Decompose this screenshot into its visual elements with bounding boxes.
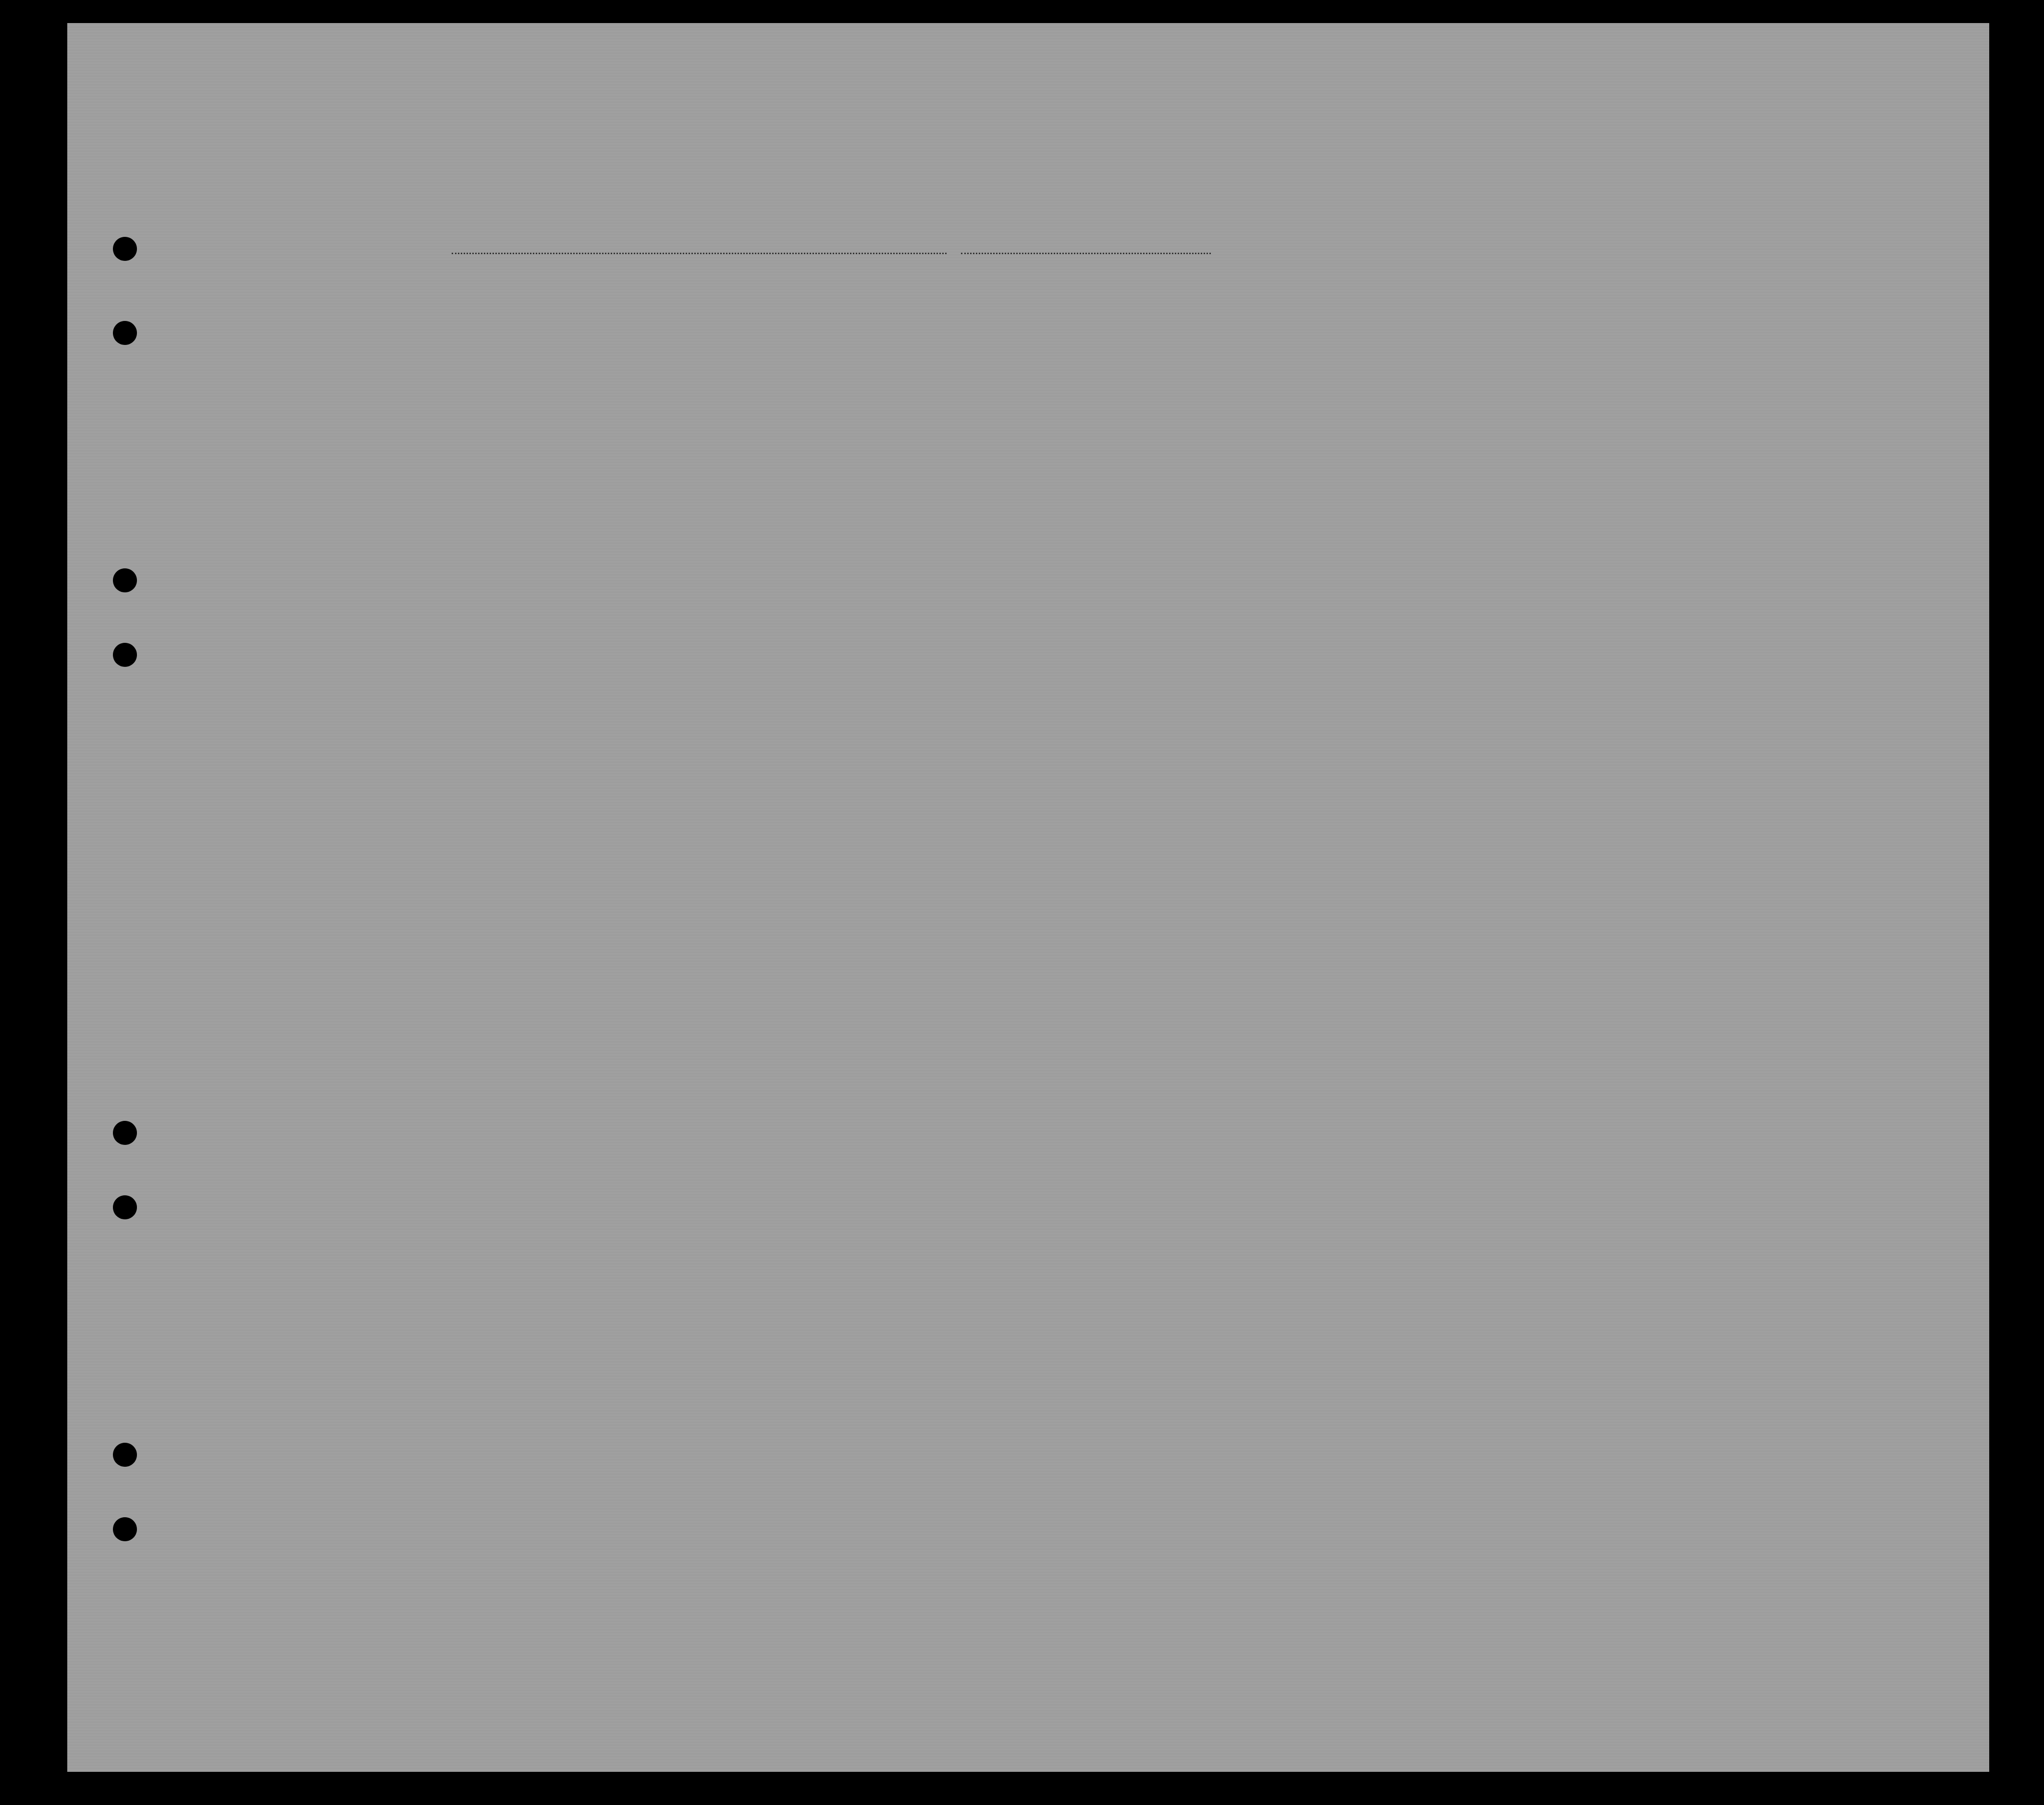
header-excluded xyxy=(1538,331,1552,451)
header-anarchist xyxy=(1428,331,1443,446)
header-inches xyxy=(1723,407,1732,451)
header-feet xyxy=(1697,407,1707,446)
header-labor-offer xyxy=(1497,331,1521,451)
table-grid xyxy=(67,23,1989,1772)
header-arrested xyxy=(1559,331,1574,451)
header-overthrow xyxy=(1451,331,1480,451)
manifest-sheet xyxy=(67,23,1989,1772)
header-prison xyxy=(1365,326,1389,451)
header-become-citizen xyxy=(1331,359,1350,455)
header-polygamist xyxy=(1401,331,1415,446)
header-intent-return xyxy=(1258,359,1277,455)
header-length-stay xyxy=(1296,359,1316,455)
header-ticket xyxy=(677,321,697,446)
header-possession-50 xyxy=(805,321,824,455)
